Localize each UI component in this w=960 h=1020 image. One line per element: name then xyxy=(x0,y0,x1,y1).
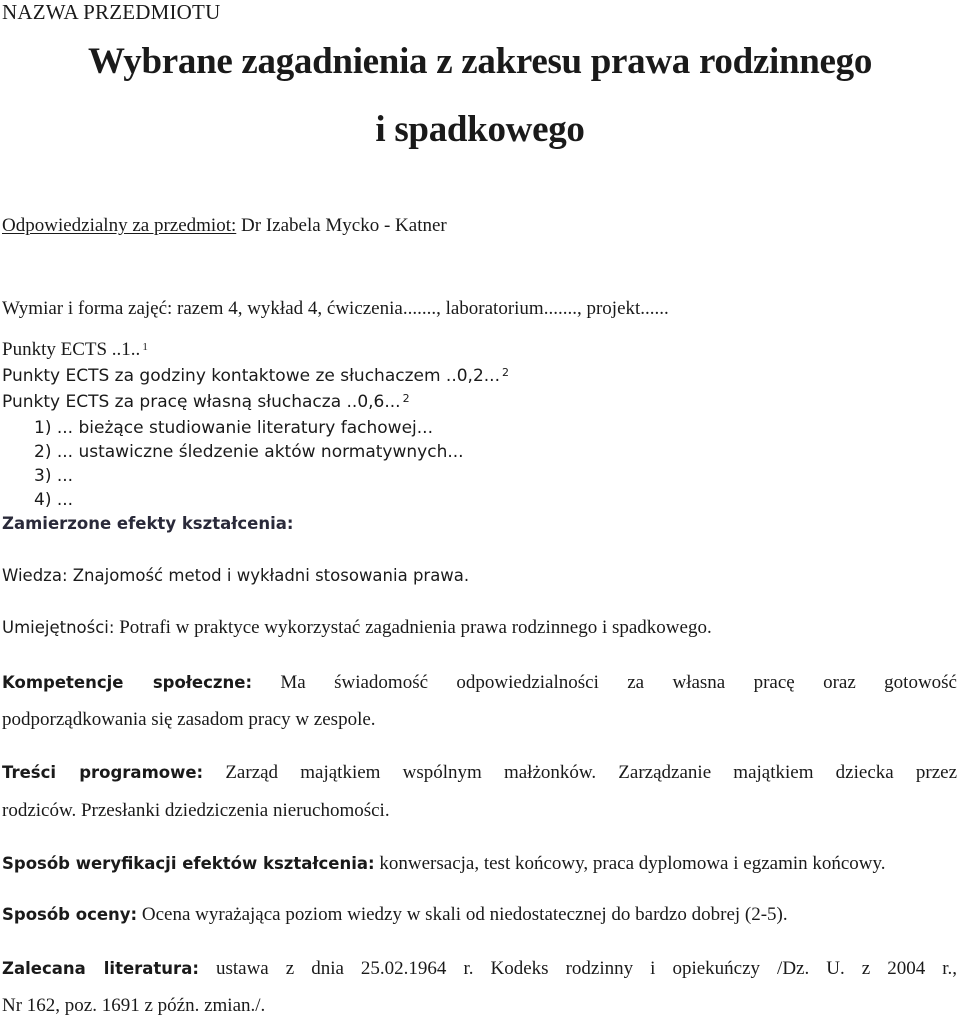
ects-contact-text: Punkty ECTS za godziny kontaktowe ze słuchaczem ..0,2... xyxy=(2,366,500,386)
assessment-line xyxy=(2,903,788,927)
ects-item: 4) ... xyxy=(34,490,74,510)
ects-item: 1) ... bieżące studiowanie literatury fachowej... xyxy=(34,418,433,438)
ects-total-text: Punkty ECTS ..1.. xyxy=(2,339,141,360)
literature-value-line2: Nr 162, poz. 1691 z późn. zmian./. xyxy=(2,995,266,1016)
competences-line1 xyxy=(2,664,957,702)
responsible-line xyxy=(2,214,447,238)
knowledge-line xyxy=(2,564,469,588)
outcomes-heading: Zamierzone efekty kształcenia: xyxy=(2,514,294,533)
assessment-label: Sposób oceny: xyxy=(2,905,138,924)
ects-total-footnote: 1 xyxy=(142,341,148,353)
knowledge-label: Wiedza xyxy=(2,566,62,585)
knowledge-value: : Znajomość metod i wykładni stosowania prawa. xyxy=(61,566,470,585)
subject-name-label: NAZWA PRZEDMIOTU xyxy=(2,0,221,24)
competences-value-line1: Ma świadomość odpowiedzialności za własna pracę oraz gotowość xyxy=(252,672,957,693)
ects-self-footnote: 2 xyxy=(402,392,410,405)
competences-value-line2: podporządkowania się zasadom pracy w zespole. xyxy=(2,709,376,730)
responsible-value: Dr Izabela Mycko - Katner xyxy=(236,215,447,236)
verification-line xyxy=(2,852,886,876)
competences-label: Kompetencje społeczne: xyxy=(2,673,253,692)
responsible-label: Odpowiedzialny za przedmiot: xyxy=(2,215,237,236)
ects-contact-line xyxy=(2,364,509,388)
ects-self-text: Punkty ECTS za pracę własną słuchacza ..0,6... xyxy=(2,392,401,412)
skills-label: Umiejętności: xyxy=(2,618,115,637)
literature-line1 xyxy=(2,950,957,988)
subject-title-line1: Wybrane zagadnienia z zakresu prawa rodzinnego xyxy=(87,41,873,82)
assessment-value: Ocena wyrażająca poziom wiedzy w skali od niedostatecznej do bardzo dobrej (2-5). xyxy=(137,904,788,925)
skills-value: Potrafi w praktyce wykorzystać zagadnienia prawa rodzinnego i spadkowego. xyxy=(114,617,712,638)
literature-value-line1: ustawa z dnia 25.02.1964 r. Kodeks rodzinny i opiekuńczy /Dz. U. z 2004 r., xyxy=(198,958,958,979)
content-label: Treści programowe: xyxy=(2,763,204,782)
content-value-line1: Zarząd majątkiem wspólnym małżonków. Zarządzanie majątkiem dziecka przez xyxy=(203,762,958,783)
ects-total-line xyxy=(2,338,148,362)
ects-item: 2) ... ustawiczne śledzenie aktów normatywnych... xyxy=(34,442,464,462)
ects-self-line xyxy=(2,390,410,414)
skills-line xyxy=(2,616,712,640)
content-line1 xyxy=(2,754,957,792)
scope-line: Wymiar i forma zajęć: razem 4, wykład 4, ćwiczenia......., laboratorium......., projekt...... xyxy=(2,298,669,319)
literature-label: Zalecana literatura: xyxy=(2,959,199,978)
ects-item: 3) ... xyxy=(34,466,74,486)
subject-title-line2: i spadkowego xyxy=(375,109,585,150)
ects-contact-footnote: 2 xyxy=(502,366,509,379)
content-value-line2: rodziców. Przesłanki dziedziczenia nieruchomości. xyxy=(2,800,390,821)
verification-value: konwersacja, test końcowy, praca dyplomowa i egzamin końcowy. xyxy=(374,853,886,874)
verification-label: Sposób weryfikacji efektów kształcenia: xyxy=(2,854,375,873)
